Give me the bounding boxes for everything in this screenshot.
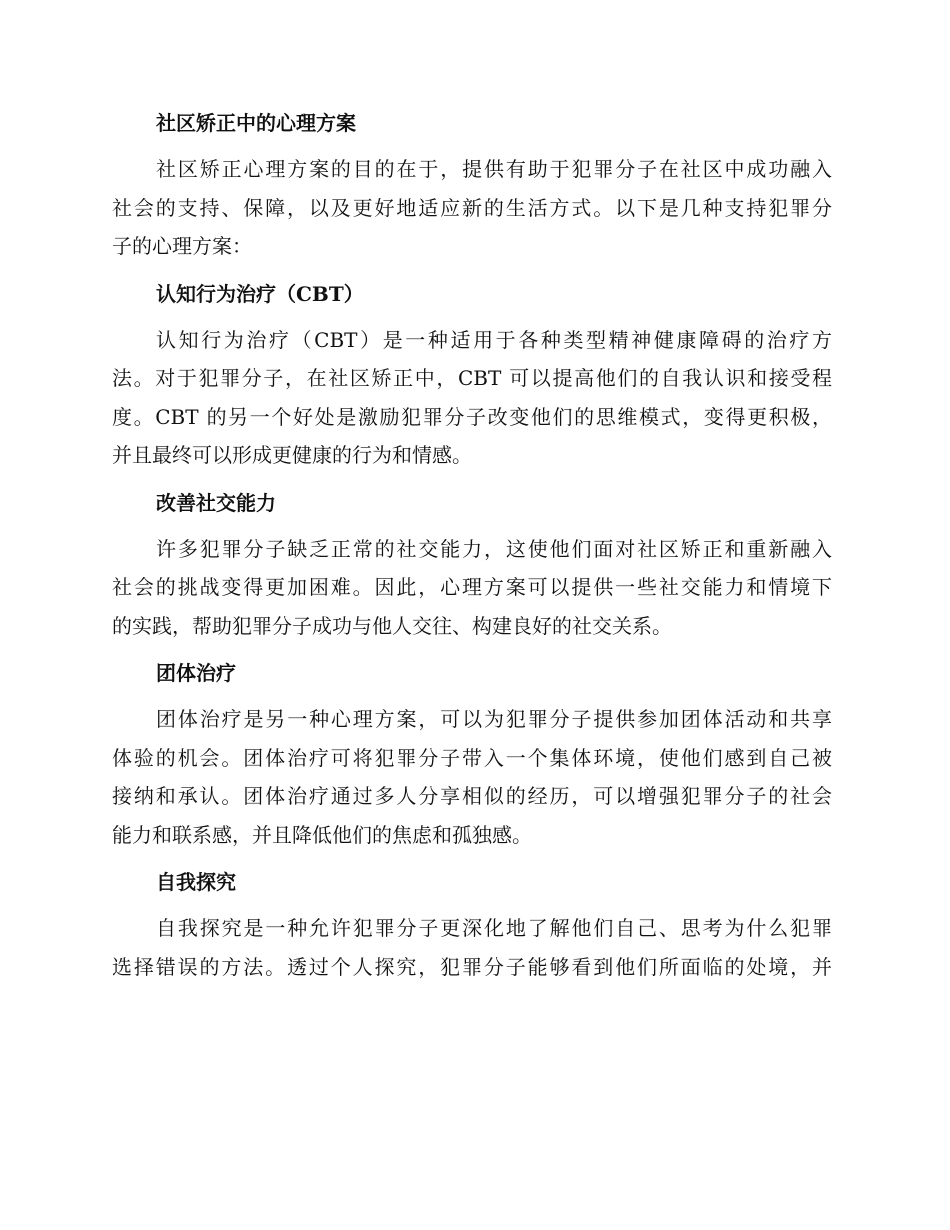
section-heading: 认知行为治疗（CBT）: [156, 281, 364, 306]
paragraph-line: 能力和联系感，并且降低他们的焦虑和孤独感。: [112, 822, 532, 847]
section-paragraph: [112, 530, 832, 646]
paragraph-line: 选择错误的方法。透过个人探究，犯罪分子能够看到他们所面临的处境，并: [112, 954, 832, 979]
paragraph-line: 子的心理方案：: [112, 234, 252, 258]
paragraph-line: 的实践，帮助犯罪分子成功与他人交往、构建良好的社交关系。: [112, 613, 672, 638]
paragraph-line: 团体治疗是另一种心理方案，可以为犯罪分子提供参加团体活动和共享: [156, 707, 832, 731]
section-paragraph: [112, 150, 832, 266]
document-page: [112, 104, 832, 995]
paragraph-line: 体验的机会。团体治疗可将犯罪分子带入一个集体环境，使他们感到自己被: [112, 745, 832, 770]
paragraph-line: 法。对于犯罪分子，在社区矫正中，CBT 可以提高他们的自我认识和接受程: [112, 366, 832, 390]
section-heading: 社区矫正中的心理方案: [156, 111, 356, 135]
paragraph-line: 度。CBT 的另一个好处是激励犯罪分子改变他们的思维模式，变得更积极，: [112, 404, 832, 429]
paragraph-line: 接纳和承认。团体治疗通过多人分享相似的经历，可以增强犯罪分子的社会: [112, 784, 832, 808]
paragraph-line: 社区矫正心理方案的目的在于，提供有助于犯罪分子在社区中成功融入: [156, 157, 832, 181]
paragraph-line: 许多犯罪分子缺乏正常的社交能力，这使他们面对社区矫正和重新融入: [156, 536, 832, 561]
section-heading: 团体治疗: [156, 661, 236, 685]
section-paragraph: [112, 909, 832, 986]
paragraph-line: 自我探究是一种允许犯罪分子更深化地了解他们自己、思考为什么犯罪: [156, 916, 832, 940]
section-paragraph: [112, 700, 832, 854]
paragraph-line: 社会的挑战变得更加困难。因此，心理方案可以提供一些社交能力和情境下: [112, 575, 832, 599]
section-heading: 自我探究: [156, 870, 236, 894]
paragraph-line: 认知行为治疗（CBT）是一种适用于各种类型精神健康障碍的治疗方: [156, 327, 832, 352]
section-paragraph: [112, 321, 832, 475]
paragraph-line: 社会的支持、保障，以及更好地适应新的生活方式。以下是几种支持犯罪分: [112, 195, 832, 220]
section-heading: 改善社交能力: [156, 490, 276, 515]
paragraph-line: 并且最终可以形成更健康的行为和情感。: [112, 443, 472, 467]
